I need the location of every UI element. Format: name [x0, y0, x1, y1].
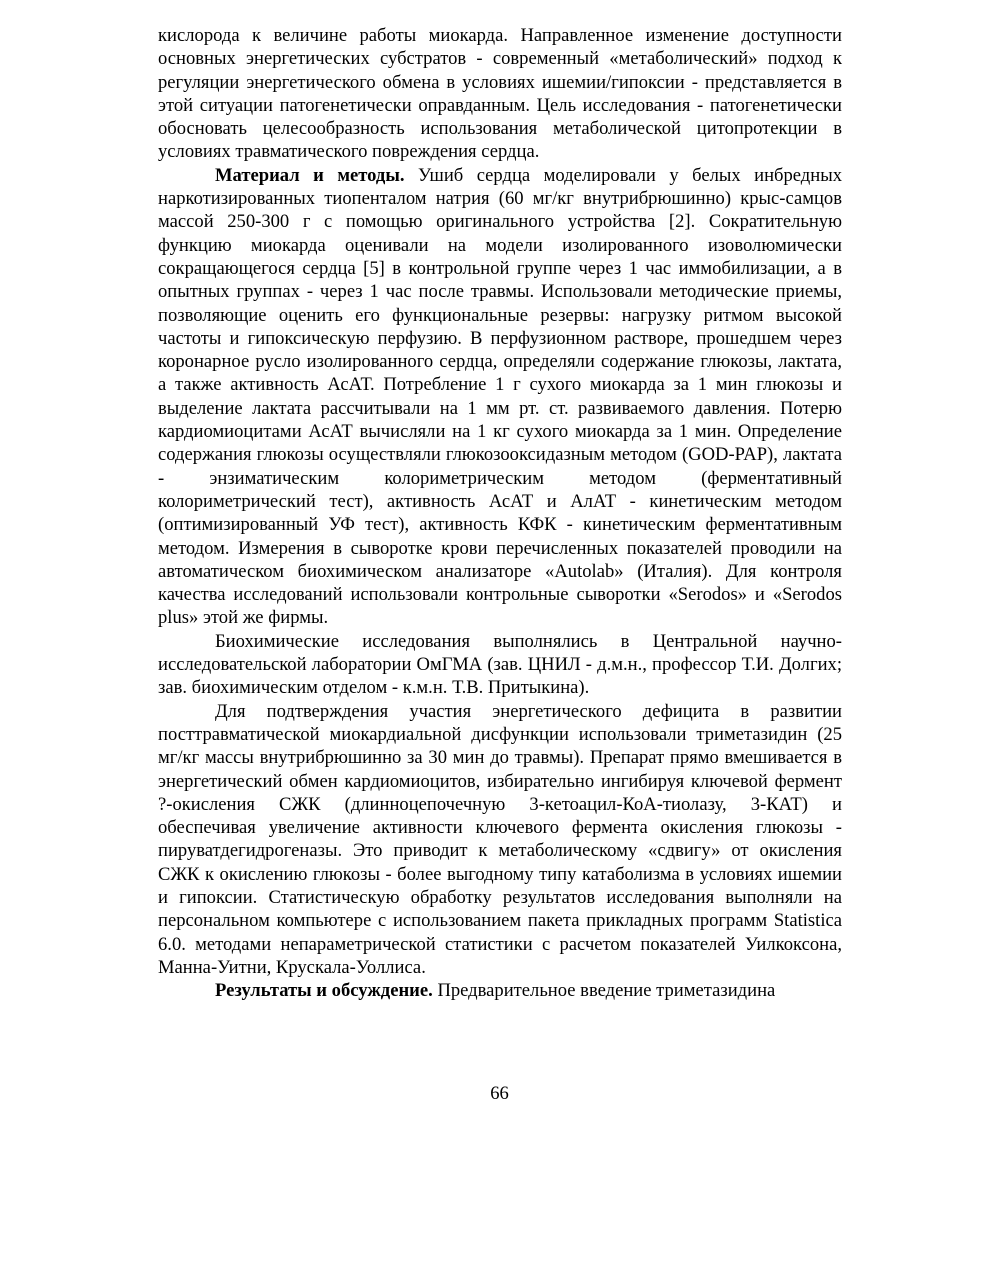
paragraph-text: Предварительное введение триметазидина — [432, 980, 776, 1002]
paragraph-text: Ушиб сердца моделировали у белых инбредных наркотизированных тиопенталом натрия (60 мг/кг внутрибрюшинно) крыс-самцов массой 250-300 г с помощью оригинального устройства [2]. Сократительную функцию миокарда оценивали на модели изолированного изоволюмически сокращающегося сердца [5] в контрольной группе через 1 час иммобилизации, а в опытных группах - через 1 час после травмы. Использовали методические приемы, позволяющие оценить его функциональные резервы: нагрузку ритмом высокой частоты и гипоксическую перфузию. В перфузионном растворе, прошедшем через коронарное русло изолированного сердца, определяли содержание глюкозы, лактата, а также активность АсАТ. Потребление 1 г сухого миокарда за 1 мин глюкозы и выделение лактата рассчитывали на 1 мм рт. ст. развиваемого давления. Потерю кардиомиоцитами АсАТ вычисляли на 1 кг сухого миокарда за 1 мин. Определение содержания глюкозы осуществляли глюкозооксидазным методом (GOD-PAP), лактата - энзиматическим колориметрическим методом (ферментативный колориметрический тест), активность АсАТ и АлАТ - кинетическим методом (оптимизированный УФ тест), активность КФК - кинетическим ферментативным методом. Измерения в сыворотке крови перечисленных показателей проводили на автоматическом биохимическом анализаторе «Autolab» (Италия). Для контроля качества исследований использовали контрольные сыворотки «Serodos» и «Serodos plus» этой же фирмы. — [158, 164, 842, 629]
section-heading-materials-methods: Материал и методы. — [215, 164, 405, 186]
paragraph-text: Для подтверждения участия энергетического дефицита в развитии посттравматической миокардиальной дисфункции использовали триметазидин (25 мг/кг массы внутрибрюшинно за 30 мин до травмы). Препарат прямо вмешивается в энергетический обмен кардиомиоцитов, избирательно ингибируя ключевой фермент ?-окисления СЖК (длинноцепочечную 3-кетоацил-КоА-тиолазу, 3-КАТ) и обеспечивая увеличение активности ключевого фермента окисления глюкозы - пируватдегидрогеназы. Это приводит к метаболическому «сдвигу» от окисления СЖК к окислению глюкозы - более выгодному типу катаболизма в условиях ишемии и гипоксии. Статистическую обработку результатов исследования выполняли на персональном компьютере с использованием пакета прикладных программ Statistica 6.0. методами непараметрической статистики с расчетом показателей Уилкоксона, Манна-Уитни, Крускала-Уоллиса. — [158, 700, 842, 978]
paragraph-trimetazidine — [158, 700, 842, 980]
page-number: 66 — [490, 1083, 509, 1104]
paragraph-text: Биохимические исследования выполнялись в Центральной научно-исследовательской лаборатории ОмГМА (зав. ЦНИЛ - д.м.н., профессор Т.И. Долгих; зав. биохимическим отделом - к.м.н. Т.В. Притыкина). — [158, 630, 842, 699]
section-heading-results-discussion: Результаты и обсуждение. — [215, 980, 433, 1002]
paragraph-intro-continuation — [158, 24, 842, 164]
paragraph-results-discussion — [158, 979, 842, 1002]
paragraph-materials-methods — [158, 164, 842, 630]
paragraph-biochemistry-lab — [158, 630, 842, 700]
paragraph-text: кислорода к величине работы миокарда. Направленное изменение доступности основных энергетических субстратов - современный «метаболический» подход к регуляции энергетического обмена в условиях ишемии/гипоксии - представляется в этой ситуации патогенетически оправданным. Цель исследования - патогенетически обосновать целесообразность использования метаболической цитопротекции в условиях травматического повреждения сердца. — [158, 25, 842, 163]
page-text — [158, 24, 842, 1002]
